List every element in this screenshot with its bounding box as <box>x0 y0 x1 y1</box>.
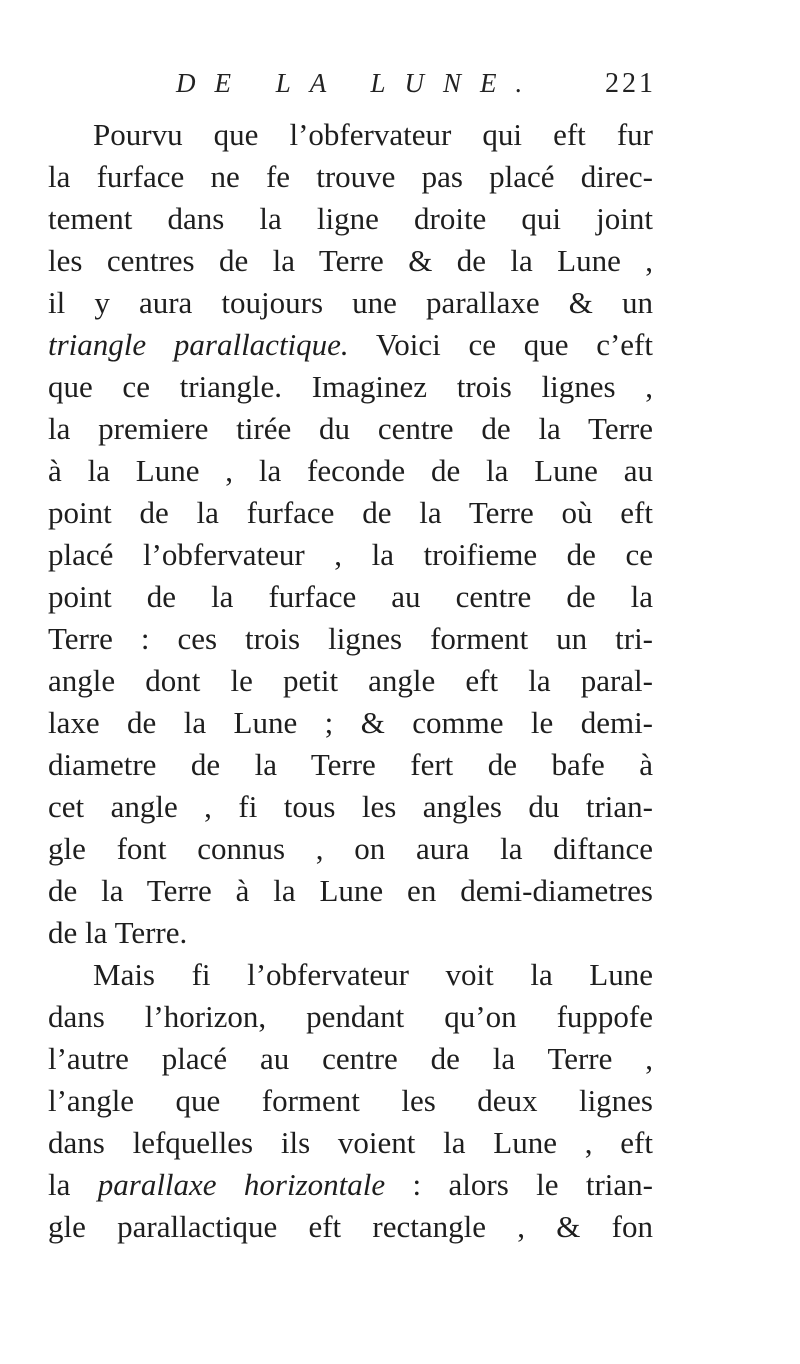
body-text <box>48 114 653 1248</box>
text-line: la furface ne fe trouve pas placé direc- <box>48 159 653 194</box>
text-line: de la Terre à la Lune en demi-diametres <box>48 873 653 908</box>
text-line: à la Lune , la feconde de la Lune au <box>48 453 653 488</box>
text-line <box>48 1164 653 1206</box>
text-line: gle parallactique eft rectangle , & fon <box>48 1209 653 1244</box>
page-number: 221 <box>605 68 656 99</box>
text-line: les centres de la Terre & de la Lune , <box>48 243 653 278</box>
text-line: angle dont le petit angle eft la paral- <box>48 663 653 698</box>
text-line: placé l’obfervateur , la troifieme de ce <box>48 537 653 572</box>
text-line: Pourvu que l’obfervateur qui eft fur <box>93 117 653 152</box>
text-line: dans l’horizon, pendant qu’on fuppofe <box>48 999 653 1034</box>
text-line: que ce triangle. Imaginez trois lignes , <box>48 369 653 404</box>
text-line: de la Terre. <box>48 915 188 950</box>
text-line: l’autre placé au centre de la Terre , <box>48 1041 653 1076</box>
text-line: dans lefquelles ils voient la Lune , eft <box>48 1125 653 1160</box>
text-fragment: Voici ce que c’eft <box>348 327 653 362</box>
text-line: gle font connus , on aura la diftance <box>48 831 653 866</box>
italic-term: parallaxe horizontale <box>97 1167 386 1202</box>
text-line: Terre : ces trois lignes forment un tri- <box>48 621 653 656</box>
running-title: DE LA LUNE. <box>176 68 542 98</box>
text-line: la premiere tirée du centre de la Terre <box>48 411 653 446</box>
text-line: l’angle que forment les deux lignes <box>48 1083 653 1118</box>
text-line: tement dans la ligne droite qui joint <box>48 201 653 236</box>
italic-term: triangle parallactique. <box>48 327 349 362</box>
text-line: laxe de la Lune ; & comme le demi- <box>48 705 653 740</box>
text-fragment: la <box>48 1167 98 1202</box>
text-line: point de la furface au centre de la <box>48 579 653 614</box>
text-line: point de la furface de la Terre où eft <box>48 495 653 530</box>
text-line: il y aura toujours une parallaxe & un <box>48 285 653 320</box>
text-fragment: : alors le trian- <box>385 1167 653 1202</box>
text-line <box>48 324 653 366</box>
text-line: diametre de la Terre fert de bafe à <box>48 747 653 782</box>
page-header <box>160 68 660 112</box>
text-line: cet angle , fi tous les angles du trian- <box>48 789 653 824</box>
text-line: Mais fi l’obfervateur voit la Lune <box>93 957 653 992</box>
